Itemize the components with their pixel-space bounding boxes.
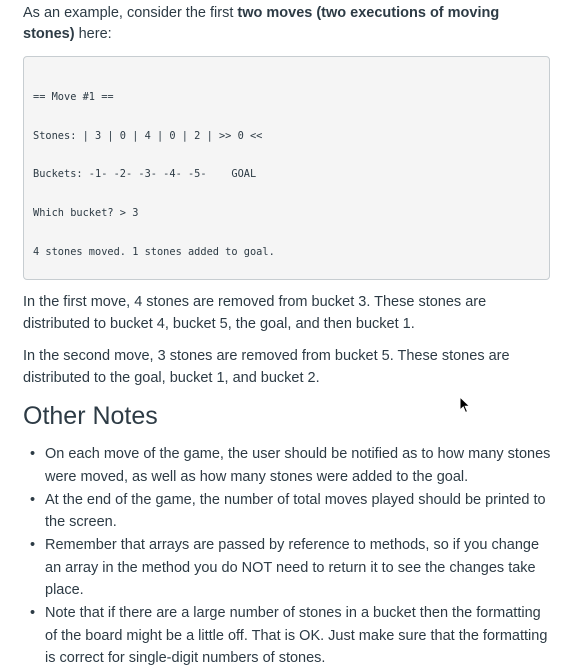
bullet-icon: • [30,491,36,508]
intro-suffix: here: [74,26,112,42]
bullet-icon: • [30,446,36,462]
intro-text: As an example, consider the first [23,5,238,21]
note-text: Remember that arrays are passed by reference to methods, so if you change an array in the method you do NOT need to return it to see the changes take place. [45,537,540,598]
code-line: == Move #1 == [33,90,114,103]
code-line: Which bucket? > 3 [33,206,139,219]
list-item [23,443,553,488]
intro-paragraph [23,3,553,45]
mouse-pointer-icon [459,396,471,414]
bullet-icon: • [30,537,36,553]
code-line: Stones: | 3 | 0 | 4 | 0 | 2 | >> 0 << [33,129,263,142]
code-line: 4 stones moved. 1 stones added to goal. [33,245,275,258]
bullet-icon: • [30,605,36,621]
paragraph-second-move: In the second move, 3 stones are removed from bucket 5. These stones are distributed to the goal, bucket 1, and bucket 2. [23,348,510,386]
notes-list [23,443,553,670]
note-text: On each move of the game, the user should be notified as to how many stones were moved, as well as how many stones were added to the goal. [45,446,551,485]
code-line: Buckets: -1- -2- -3- -4- -5- GOAL [33,168,257,181]
note-text: Note that if there are a large number of stones in a bucket then the formatting of the board might be a little off. That is OK. Just make sure that the formatting is correct for single-digit numbers of stones. [45,605,548,666]
note-text: At the end of the game, the number of total moves played should be printed to the screen. [45,491,546,530]
intro-bold-text: two moves (two executions of moving stones) [23,5,500,42]
paragraph-first-move: In the first move, 4 stones are removed from bucket 3. These stones are distributed to bucket 4, bucket 5, the goal, and then bucket 1. [23,294,487,332]
list-item [23,602,553,670]
list-item [23,534,553,602]
code-example [23,56,550,280]
list-item [23,489,553,534]
section-heading: Other Notes [23,402,158,430]
